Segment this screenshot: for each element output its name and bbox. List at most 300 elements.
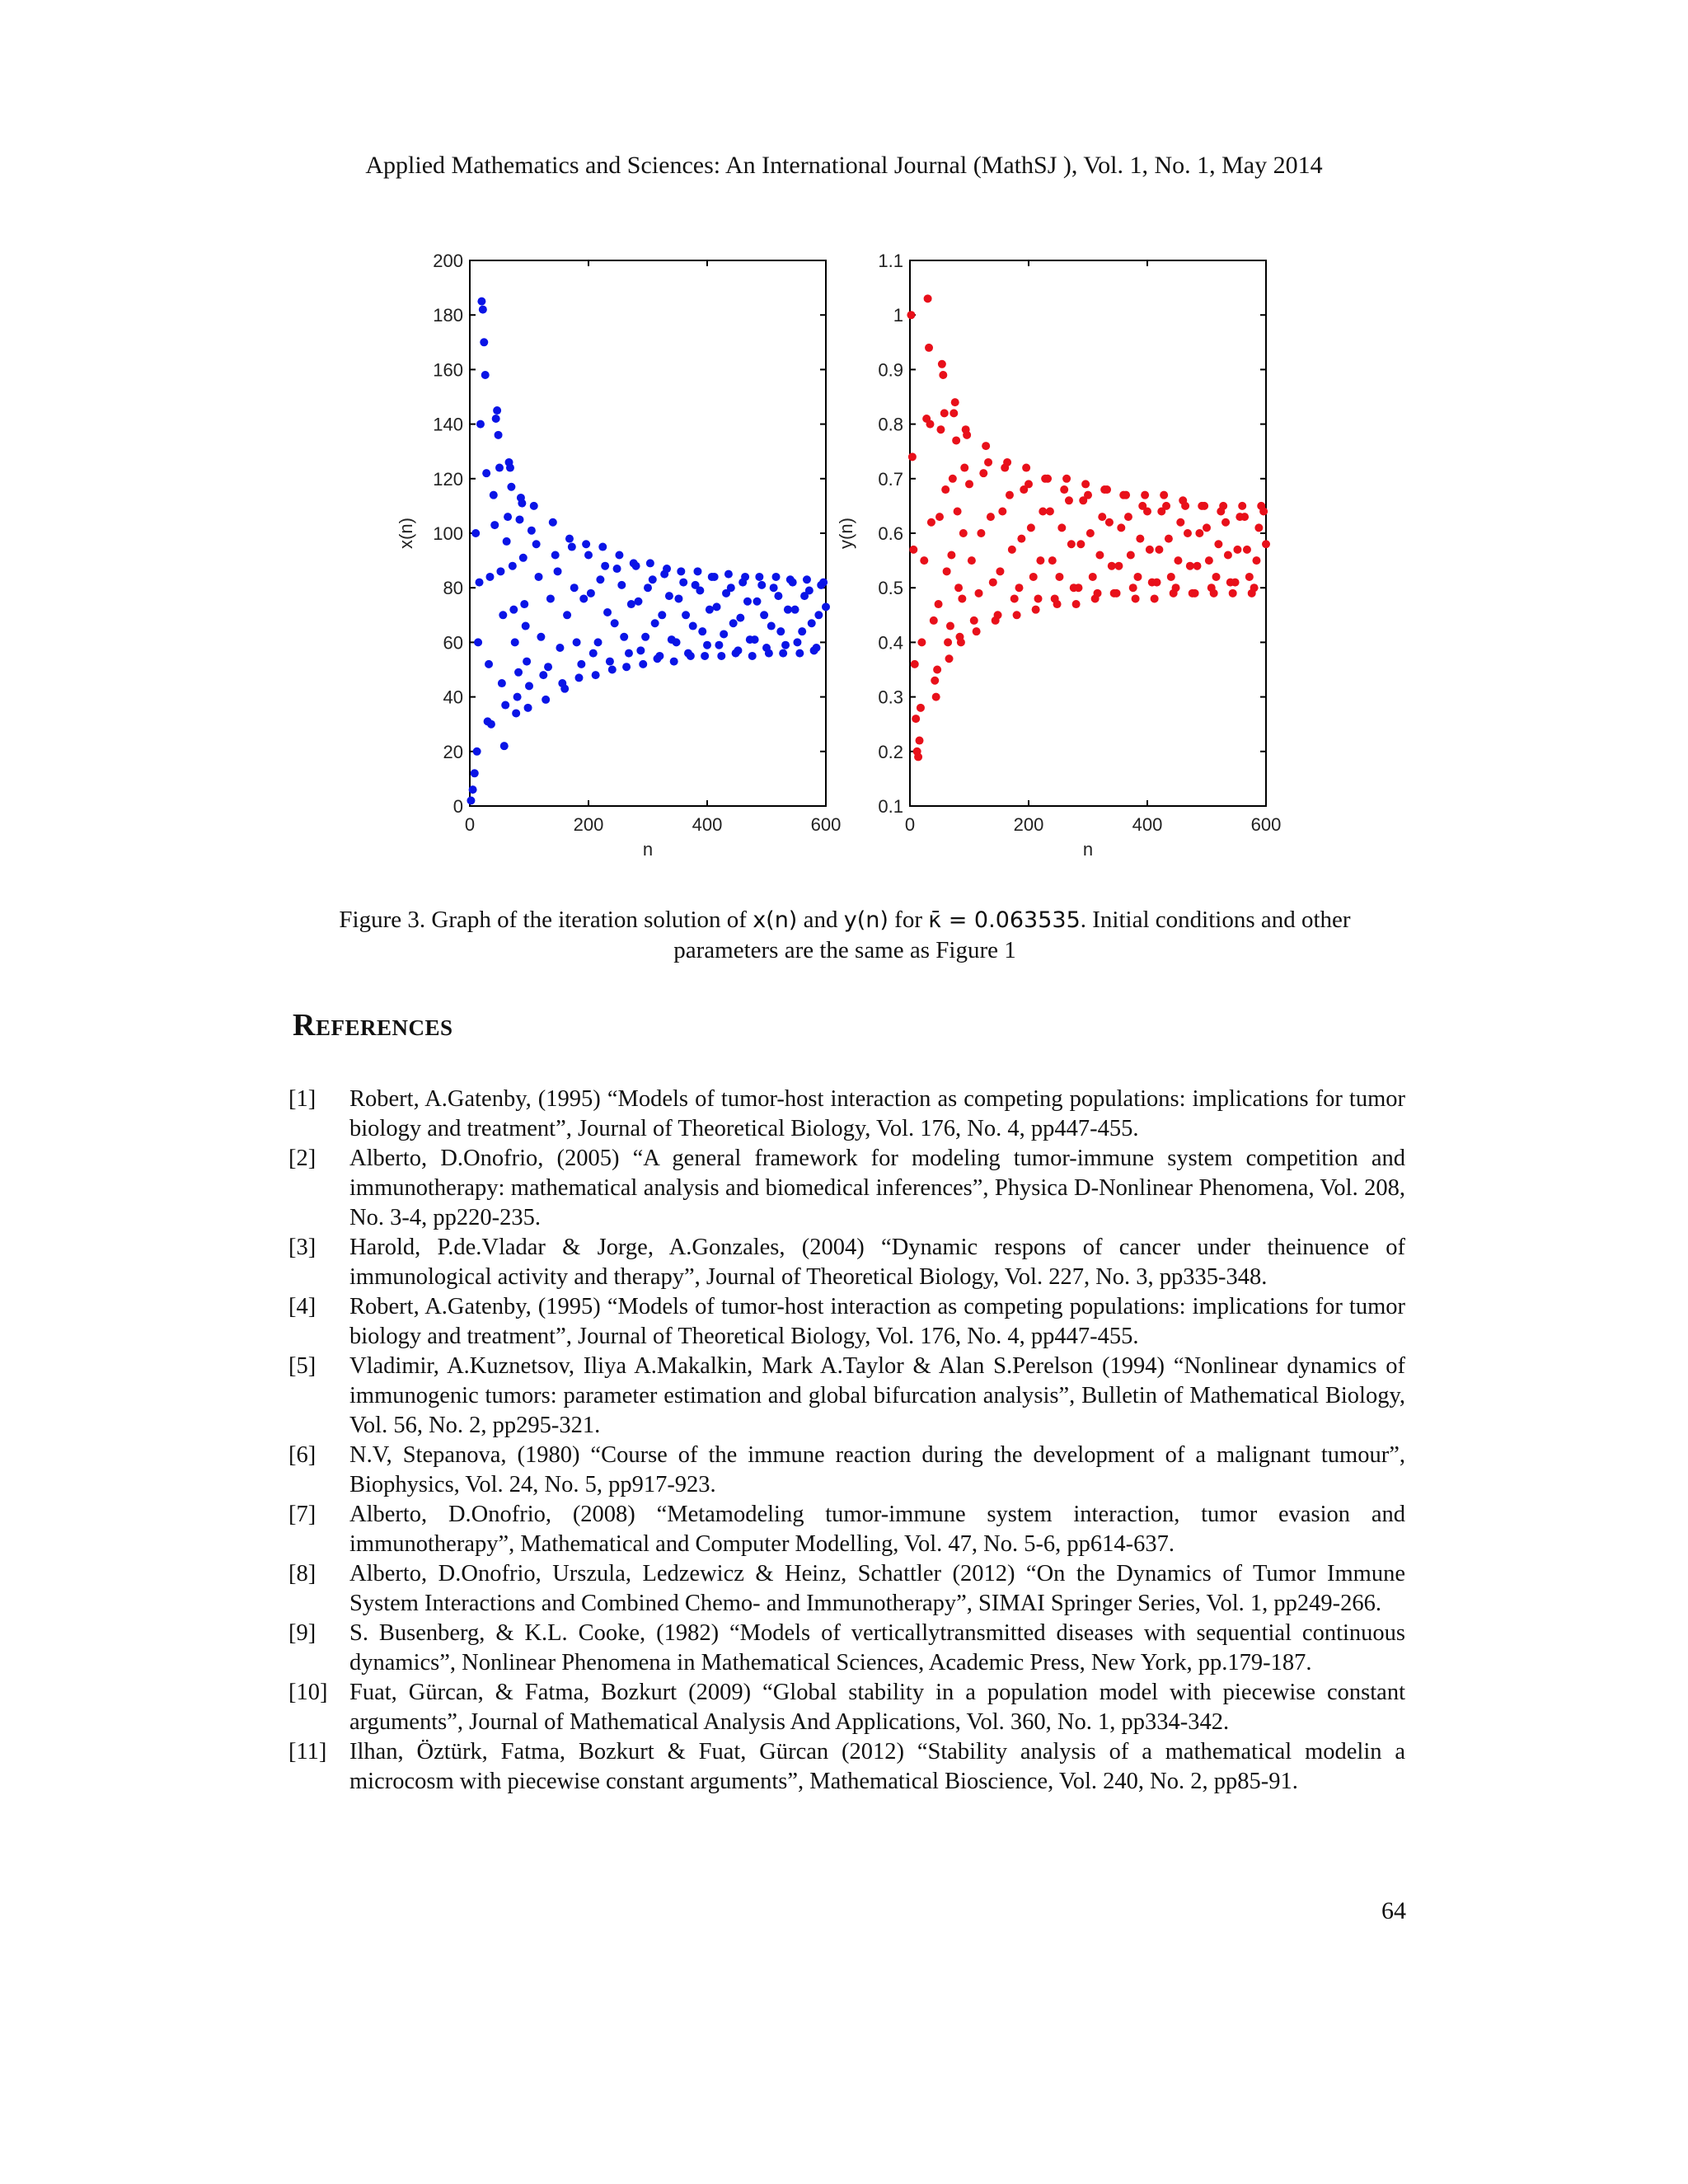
data-point (476, 420, 485, 429)
data-point (935, 600, 943, 608)
data-point (1153, 579, 1161, 587)
figure-3 (0, 239, 1688, 882)
data-point (544, 663, 552, 671)
data-point (916, 737, 924, 745)
reference-number: [9] (288, 1620, 316, 1646)
data-point (1006, 491, 1014, 499)
data-point (1240, 513, 1249, 521)
data-point (932, 693, 940, 701)
data-point (994, 611, 1002, 619)
data-point (741, 573, 749, 581)
reference-text: Vladimir, A.Kuznetsov, Iliya A.Makalkin, Mark A.Taylor & Alan S.Perelson (1994) “Nonlinear dynamics of immunogenic tumors: parameter estimation and global bifurcation analysis”, Bulletin of Mathematical Biology, Vol. 56, No. 2, pp295-321. (349, 1353, 1405, 1438)
data-point (500, 742, 509, 750)
data-point (960, 464, 968, 472)
data-point (1010, 594, 1019, 602)
data-point (649, 575, 657, 583)
reference-number: [11] (288, 1739, 327, 1765)
data-point (908, 452, 917, 461)
reference-item (288, 1085, 1405, 1144)
data-point (568, 543, 576, 551)
data-point (696, 587, 704, 595)
data-point (1214, 540, 1222, 548)
reference-number: [4] (288, 1294, 316, 1319)
data-point (1176, 518, 1184, 527)
data-point (1167, 573, 1175, 581)
data-point (951, 398, 959, 406)
data-point (1027, 523, 1035, 532)
data-point (539, 671, 547, 679)
data-point (523, 658, 531, 666)
data-point (952, 436, 960, 444)
data-point (476, 579, 484, 587)
data-point (959, 529, 968, 537)
data-point (1146, 546, 1154, 554)
data-point (936, 425, 945, 434)
data-point (1243, 546, 1251, 554)
data-point (1210, 589, 1218, 598)
data-point (579, 594, 588, 602)
data-point (727, 583, 735, 592)
data-point (1029, 573, 1038, 581)
data-point (520, 600, 528, 608)
data-point (1072, 600, 1081, 608)
plot-1 (396, 251, 841, 860)
reference-item (288, 1441, 1405, 1500)
data-point (537, 633, 545, 641)
data-point (1034, 594, 1043, 602)
data-point (528, 527, 536, 535)
caption-y: y(n) (843, 907, 889, 933)
data-point (1193, 562, 1201, 570)
data-point (1203, 523, 1211, 532)
data-point (909, 546, 917, 554)
reference-text: Harold, P.de.Vladar & Jorge, A.Gonzales, (2004) “Dynamic respons of cancer under theinuence of immunological activity and therapy”, Journal of Theoretical Biology, Vol. 227, No. 3, pp335-348. (349, 1235, 1405, 1290)
data-point (1039, 508, 1047, 516)
caption-prefix: Figure 3. Graph of the iteration solution of (339, 907, 747, 933)
data-point (979, 469, 987, 477)
references-heading: References (293, 1008, 453, 1043)
plot-2 (836, 251, 1281, 860)
data-point (554, 567, 562, 575)
data-point (503, 537, 511, 546)
data-point (658, 611, 666, 619)
data-point (1022, 464, 1030, 472)
data-point (965, 480, 973, 488)
data-point (1124, 513, 1132, 521)
data-point (984, 458, 992, 466)
data-point (805, 587, 814, 595)
data-point (1133, 573, 1142, 581)
data-point (912, 715, 920, 723)
data-point (1057, 523, 1066, 532)
data-point (941, 485, 950, 494)
y-tick-label: 160 (433, 359, 463, 381)
data-point (479, 306, 487, 314)
data-point (760, 611, 768, 619)
y-tick-label: 0.9 (878, 359, 903, 381)
data-point (687, 652, 695, 660)
data-point (1141, 491, 1149, 499)
data-point (963, 431, 971, 439)
data-point (1129, 583, 1137, 592)
data-point (495, 431, 503, 439)
data-point (1015, 583, 1023, 592)
data-point (1221, 518, 1230, 527)
reference-item (288, 1500, 1405, 1559)
data-point (1084, 491, 1092, 499)
data-point (596, 575, 604, 583)
data-point (655, 652, 663, 660)
y-tick-label: 120 (433, 468, 463, 490)
data-point (601, 562, 609, 570)
data-point (998, 508, 1006, 516)
data-point (477, 298, 485, 306)
data-point (907, 311, 915, 319)
y-axis-label: y(n) (836, 518, 856, 549)
data-point (1200, 502, 1208, 510)
caption-line1-rest: . Initial conditions and other (1080, 907, 1351, 933)
data-point (582, 540, 590, 548)
data-point (1229, 589, 1237, 598)
x-tick-label: 200 (1013, 814, 1044, 835)
data-point (1160, 491, 1168, 499)
data-point (587, 589, 595, 598)
data-point (757, 581, 766, 589)
data-point (772, 573, 781, 581)
data-point (958, 594, 966, 602)
y-tick-label: 200 (433, 251, 463, 271)
y-tick-label: 1 (893, 305, 903, 326)
data-point (570, 583, 579, 592)
caption-line2: parameters are the same as Figure 1 (673, 937, 1016, 963)
data-point (950, 409, 958, 417)
x-axis-label: n (642, 839, 654, 860)
data-point (617, 581, 626, 589)
data-point (814, 611, 823, 619)
data-point (943, 567, 951, 575)
data-point (673, 638, 681, 646)
reference-item (288, 1559, 1405, 1619)
data-point (926, 420, 934, 429)
data-point (682, 611, 690, 619)
data-point (774, 592, 782, 600)
data-point (1181, 502, 1189, 510)
data-point (549, 518, 557, 527)
data-point (1105, 518, 1114, 527)
plot-frame (470, 260, 826, 806)
data-point (1043, 475, 1052, 483)
data-point (931, 677, 939, 685)
reference-text: Alberto, D.Onofrio, (2008) “Metamodeling tumor-immune system interaction, tumor evasion and immunotherapy”, Mathematical and Computer Modelling, Vol. 47, No. 5-6, pp614-637. (349, 1502, 1405, 1557)
data-point (812, 644, 820, 652)
y-tick-label: 0.2 (878, 741, 903, 762)
data-point (938, 360, 946, 368)
caption-and: and (803, 907, 838, 933)
data-point (501, 701, 509, 710)
data-point (535, 573, 543, 581)
data-point (973, 627, 981, 635)
reference-number: [8] (288, 1561, 316, 1586)
data-point (634, 598, 642, 606)
data-point (512, 709, 520, 717)
reference-number: [2] (288, 1146, 316, 1171)
data-point (1212, 573, 1221, 581)
data-point (1098, 513, 1106, 521)
data-point (1151, 594, 1159, 602)
data-point (789, 579, 797, 587)
data-point (499, 611, 507, 619)
data-point (589, 649, 598, 658)
reference-text: Ilhan, Öztürk, Fatma, Bozkurt & Fuat, Gürcan (2012) “Stability analysis of a mathematical modelin a microcosm with piecewise constant arguments”, Mathematical Bioscience, Vol. 240, No. 2, pp85-91. (349, 1739, 1405, 1794)
data-point (565, 535, 574, 543)
data-point (1238, 502, 1246, 510)
data-point (1103, 485, 1111, 494)
y-tick-label: 0 (452, 796, 463, 817)
data-point (781, 641, 790, 649)
data-point (914, 752, 922, 761)
data-point (1025, 480, 1033, 488)
data-point (1224, 551, 1232, 559)
data-point (1032, 606, 1040, 614)
data-point (911, 660, 919, 668)
data-point (1076, 540, 1085, 548)
data-point (930, 616, 938, 625)
data-point (1081, 480, 1090, 488)
reference-list (288, 1085, 1405, 1797)
data-point (1086, 529, 1095, 537)
data-point (641, 633, 649, 641)
data-point (767, 622, 776, 630)
data-point (1008, 546, 1016, 554)
data-point (471, 529, 480, 537)
y-tick-label: 0.6 (878, 523, 903, 544)
data-point (784, 606, 792, 614)
reference-number: [7] (288, 1502, 316, 1527)
data-point (471, 769, 479, 777)
data-point (1055, 573, 1063, 581)
data-point (532, 540, 541, 548)
y-tick-label: 0.4 (878, 632, 903, 654)
data-point (1114, 562, 1123, 570)
data-point (791, 606, 799, 614)
data-point (542, 696, 550, 704)
data-point (615, 551, 623, 559)
data-point (495, 464, 504, 472)
data-point (734, 646, 742, 654)
data-point (1155, 546, 1163, 554)
reference-item (288, 1233, 1405, 1292)
data-point (1174, 556, 1182, 565)
data-point (646, 559, 654, 567)
data-point (1067, 540, 1076, 548)
data-point (927, 518, 935, 527)
data-point (1017, 535, 1025, 543)
data-point (1143, 508, 1151, 516)
data-point (519, 554, 528, 562)
data-point (592, 671, 600, 679)
data-point (946, 622, 954, 630)
reference-item (288, 1352, 1405, 1441)
data-point (632, 562, 640, 570)
data-point (551, 551, 560, 559)
reference-text: S. Busenberg, & K.L. Cooke, (1982) “Models of verticallytransmitted diseases with sequential continuous dynamics”, Nonlinear Phenomena in Mathematical Sciences, Academic Press, New York, pp.179-187. (349, 1620, 1405, 1675)
data-point (492, 415, 500, 423)
data-point (485, 573, 494, 581)
reference-number: [10] (288, 1680, 328, 1705)
data-point (920, 556, 928, 565)
data-point (1162, 502, 1170, 510)
data-point (1219, 502, 1227, 510)
data-point (598, 543, 607, 551)
data-point (563, 611, 571, 619)
data-point (490, 491, 498, 499)
data-point (1165, 535, 1173, 543)
data-point (622, 663, 631, 671)
data-point (636, 646, 645, 654)
data-point (701, 652, 709, 660)
data-point (945, 654, 954, 663)
data-point (556, 644, 564, 652)
data-point (689, 622, 697, 630)
data-point (506, 464, 514, 472)
data-point (724, 570, 733, 579)
data-point (968, 556, 976, 565)
data-point (736, 614, 744, 622)
data-point (715, 641, 723, 649)
data-point (1062, 475, 1071, 483)
x-tick-label: 0 (904, 814, 916, 835)
reference-text: Robert, A.Gatenby, (1995) “Models of tumor-host interaction as competing populations: implications for tumor biology and treatment”, Journal of Theoretical Biology, Vol. 176, No. 4, pp447-455. (349, 1294, 1405, 1349)
y-tick-label: 1.1 (878, 251, 903, 271)
data-point (729, 619, 738, 627)
caption-for: for (894, 907, 922, 933)
reference-text: Fuat, Gürcan, & Fatma, Bozkurt (2009) “Global stability in a population model with piecewise constant arguments”, Journal of Mathematical Analysis And Applications, Vol. 360, No. 1, pp334-342. (349, 1680, 1405, 1735)
data-point (670, 658, 678, 666)
data-point (1250, 583, 1259, 592)
data-point (1060, 485, 1068, 494)
data-point (490, 521, 499, 529)
data-point (485, 660, 493, 668)
data-point (1172, 583, 1180, 592)
data-point (509, 562, 517, 570)
data-point (525, 682, 533, 690)
data-point (1254, 523, 1263, 532)
caption-x: x(n) (753, 907, 798, 933)
data-point (487, 720, 495, 729)
data-point (651, 619, 659, 627)
data-point (693, 567, 701, 575)
data-point (795, 649, 804, 658)
data-point (603, 608, 612, 616)
data-point (1053, 600, 1062, 608)
data-point (1184, 529, 1192, 537)
data-point (1108, 562, 1116, 570)
data-point (1252, 556, 1260, 565)
data-point (1089, 573, 1097, 581)
x-tick-label: 600 (1250, 814, 1282, 835)
data-point (698, 627, 706, 635)
data-point (1191, 589, 1199, 598)
y-tick-label: 80 (443, 578, 463, 599)
data-point (808, 619, 816, 627)
reference-item (288, 1292, 1405, 1352)
data-point (989, 579, 997, 587)
data-point (1186, 562, 1194, 570)
data-point (573, 638, 581, 646)
data-point (977, 529, 985, 537)
y-tick-label: 140 (433, 414, 463, 435)
data-point (665, 592, 673, 600)
data-point (1094, 589, 1102, 598)
data-point (954, 583, 963, 592)
data-point (944, 638, 952, 646)
reference-text: N.V, Stepanova, (1980) “Course of the immune reaction during the development of a malignant tumour”, Biophysics, Vol. 24, No. 5, pp917-923. (349, 1442, 1405, 1497)
data-point (1127, 551, 1135, 559)
reference-number: [1] (288, 1086, 316, 1112)
data-point (753, 598, 761, 606)
data-point (677, 567, 685, 575)
y-tick-label: 0.5 (878, 578, 903, 599)
data-point (1195, 529, 1203, 537)
data-point (710, 573, 719, 581)
reference-item (288, 1619, 1405, 1678)
reference-number: [3] (288, 1235, 316, 1260)
data-point (793, 638, 801, 646)
y-tick-label: 0.8 (878, 414, 903, 435)
data-point (982, 442, 990, 450)
data-point (473, 748, 481, 756)
reference-text: Alberto, D.Onofrio, (2005) “A general framework for modeling tumor-immune system competition and immunotherapy: mathematical analysis and biomedical inferences”, Physica D-Nonlinear Phenomena, Vol. 208, No. 3-4, pp220-235. (349, 1146, 1405, 1230)
x-tick-label: 600 (810, 814, 842, 835)
data-point (625, 649, 633, 658)
data-point (639, 660, 647, 668)
data-point (1231, 579, 1240, 587)
data-point (743, 598, 752, 606)
data-point (949, 475, 957, 483)
y-tick-label: 180 (433, 305, 463, 326)
data-point (474, 638, 482, 646)
data-point (1113, 589, 1121, 598)
data-point (713, 602, 721, 611)
data-point (498, 679, 506, 687)
data-point (822, 602, 830, 611)
data-point (613, 565, 621, 573)
data-point (644, 583, 652, 592)
data-point (574, 673, 583, 682)
data-point (1117, 523, 1125, 532)
reference-item (288, 1737, 1405, 1797)
y-tick-label: 0.1 (878, 796, 903, 817)
data-point (507, 483, 515, 491)
data-point (703, 641, 711, 649)
data-point (493, 406, 501, 415)
data-point (1036, 556, 1044, 565)
data-point (467, 796, 475, 804)
data-point (1065, 496, 1073, 504)
y-tick-label: 20 (443, 741, 463, 762)
data-point (770, 583, 778, 592)
data-point (1245, 573, 1254, 581)
figure-svg (0, 239, 1688, 882)
data-point (917, 704, 925, 712)
data-point (504, 513, 512, 521)
data-point (947, 551, 955, 559)
data-point (663, 565, 671, 573)
caption-kappa: κ̄ = 0.063535 (928, 907, 1081, 933)
x-axis-label: n (1082, 839, 1094, 860)
data-point (530, 502, 538, 510)
data-point (987, 513, 995, 521)
